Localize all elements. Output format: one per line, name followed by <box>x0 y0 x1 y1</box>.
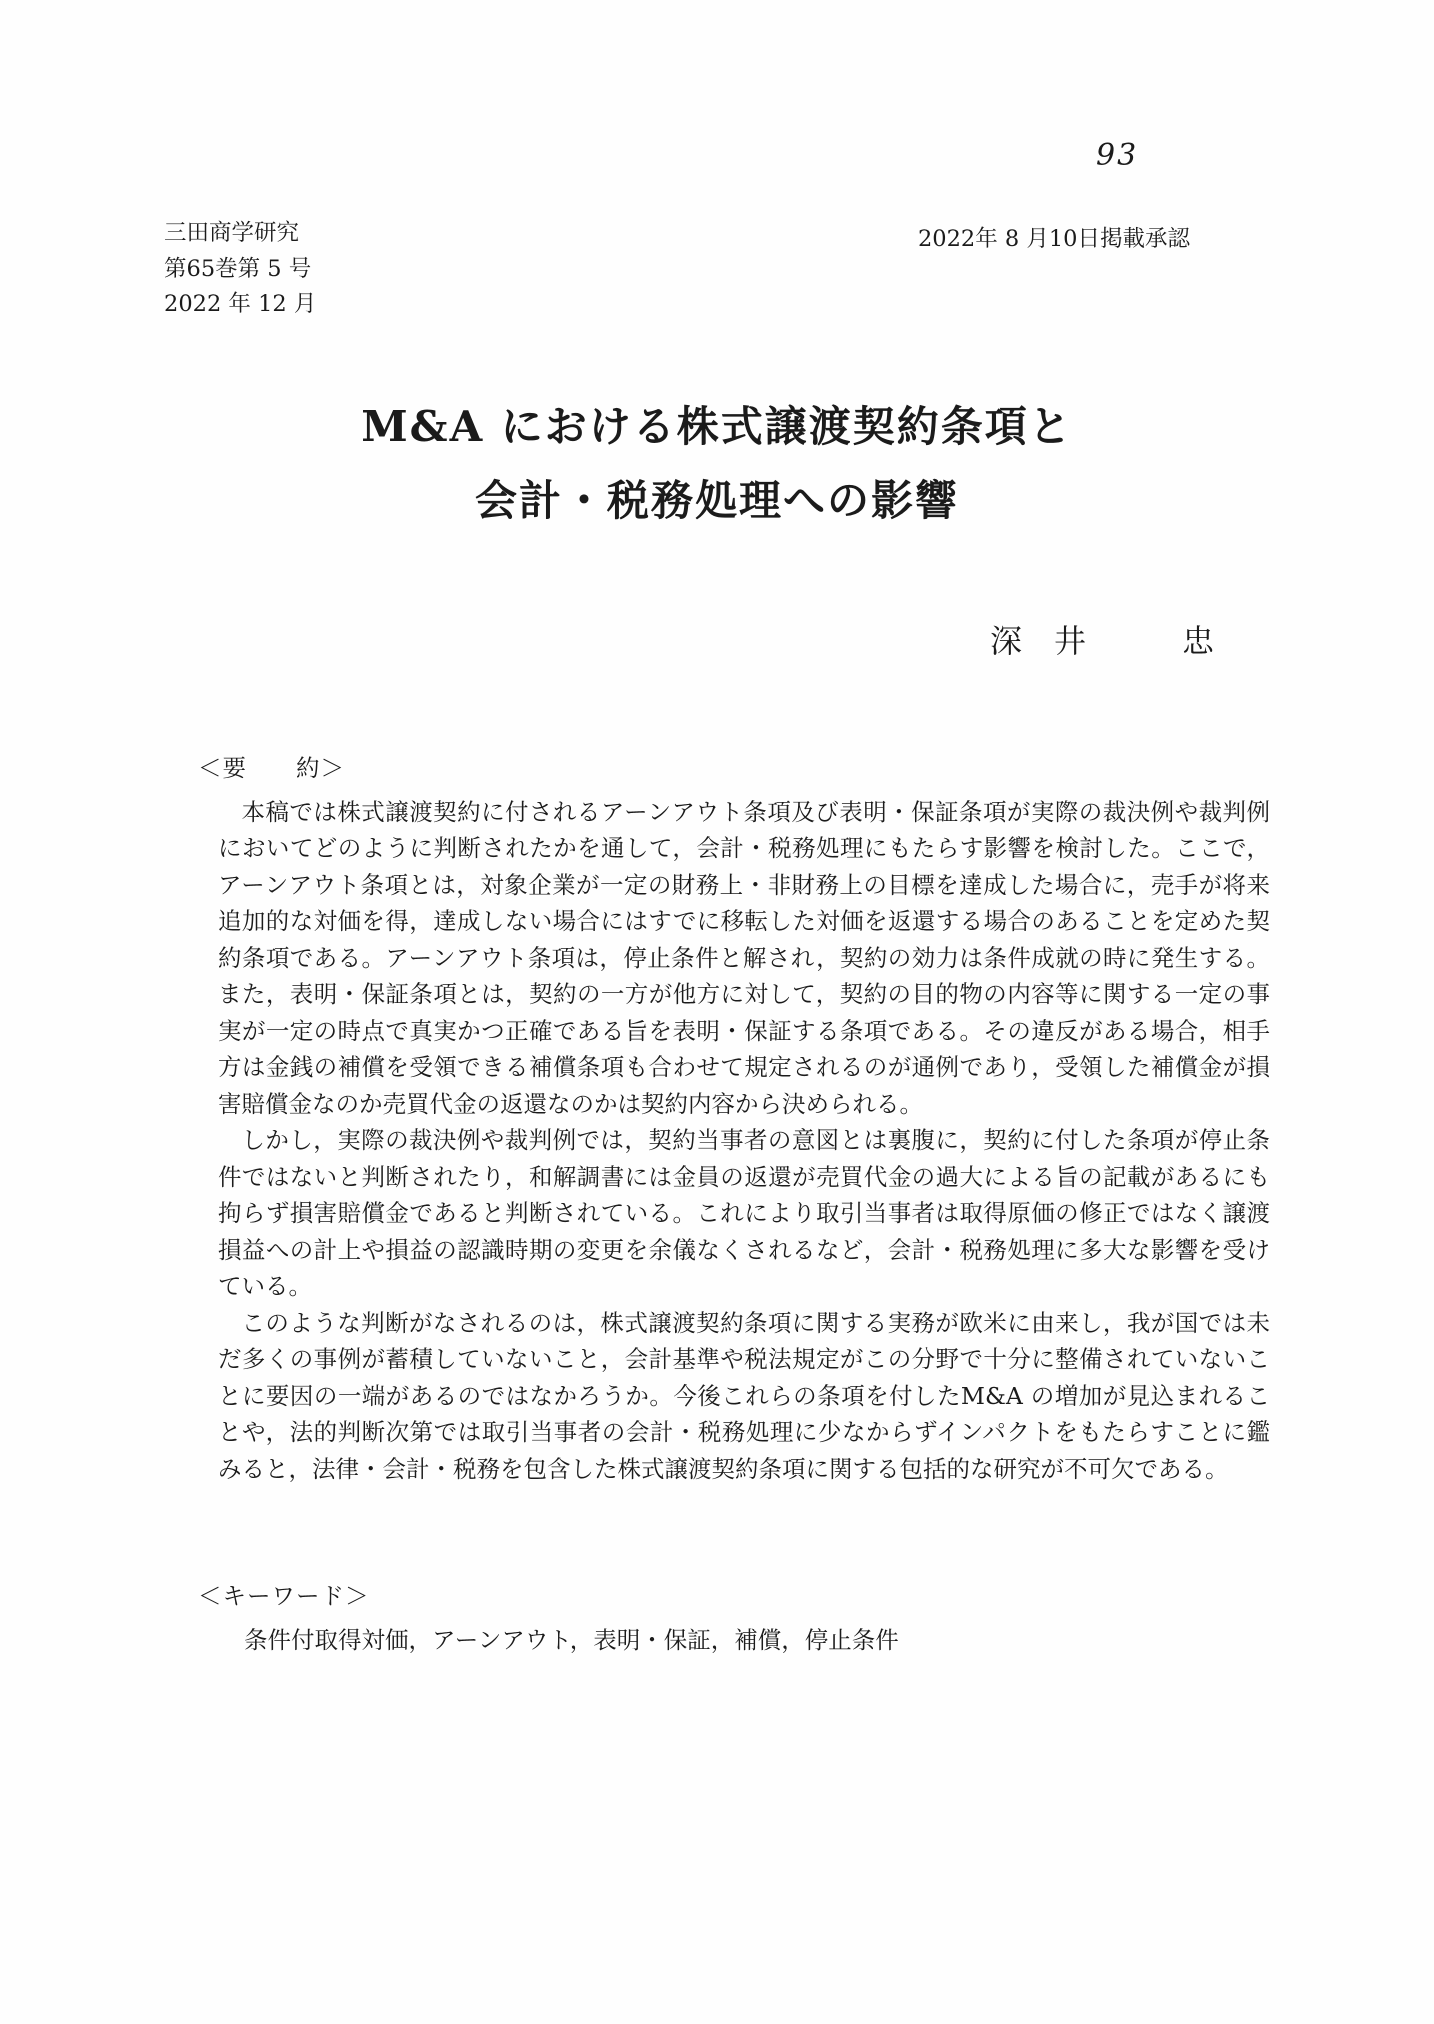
journal-issue-date: 2022 年 12 月 <box>164 291 317 317</box>
article-title-line1: M&A における株式譲渡契約条項と <box>361 402 1073 451</box>
article-title <box>0 390 1434 538</box>
abstract-paragraph-1: 本稿では株式譲渡契約に付されるアーンアウト条項及び表明・保証条項が実際の裁決例や裁判例においてどのように判断されたかを通して，会計・税務処理にもたらす影響を検討した。ここで，アーンアウト条項とは，対象企業が一定の財務上・非財務上の目標を達成した場合に，売手が将来追加的な対価を得，達成しない場合にはすでに移転した対価を返還する場合のあることを定めた契約条項である。アーンアウト条項は，停止条件と解され，契約の効力は条件成就の時に発生する。また，表明・保証条項とは，契約の一方が他方に対して，契約の目的物の内容等に関する一定の事実が一定の時点で真実かつ正確である旨を表明・保証する条項である。その違反がある場合，相手方は金銭の補償を受領できる補償条項も合わせて規定されるのが通例であり，受領した補償金が損害賠償金なのか売買代金の返還なのかは契約内容から決められる。 <box>218 797 1270 1118</box>
abstract-section <box>198 750 1270 1487</box>
journal-info-block <box>164 216 316 323</box>
acceptance-note: 2022年 8 月10日掲載承認 <box>917 226 1190 252</box>
journal-volume: 第65巻第 5 号 <box>164 255 312 282</box>
abstract-heading: ＜要 約＞ <box>198 754 345 782</box>
abstract-paragraph-3: このような判断がなされるのは，株式譲渡契約条項に関する実務が欧米に由来し，我が国では未だ多くの事例が蓄積していないこと，会計基準や税法規定がこの分野で十分に整備されていないことに要因の一端があるのではなかろうか。今後これらの条項を付したM&A の増加が見込まれることや，法的判断次第では取引当事者の会計・税務処理に少なからずインパクトをもたらすことに鑑みると，法律・会計・税務を包含した株式譲渡契約条項に関する包括的な研究が不可欠である。 <box>218 1308 1270 1483</box>
keywords-section <box>198 1578 899 1658</box>
page-number: 93 <box>1096 138 1139 173</box>
keywords-list: 条件付取得対価，アーンアウト，表明・保証，補償，停止条件 <box>244 1625 899 1654</box>
journal-name: 三田商学研究 <box>164 220 300 246</box>
article-title-line2: 会計・税務処理への影響 <box>474 476 959 525</box>
keywords-heading: ＜キーワード＞ <box>198 1582 370 1610</box>
abstract-paragraph-2: しかし，実際の裁決例や裁判例では，契約当事者の意図とは裏腹に，契約に付した条項が停止条件ではないと判断されたり，和解調書には金員の返還が売買代金の過大による旨の記載があるにも拘らず損害賠償金であると判断されている。これにより取引当事者は取得原価の修正ではなく譲渡損益への計上や損益の認識時期の変更を余儀なくされるなど，会計・税務処理に多大な影響を受けている。 <box>218 1126 1270 1300</box>
author-name: 深 井 忠 <box>989 622 1214 660</box>
